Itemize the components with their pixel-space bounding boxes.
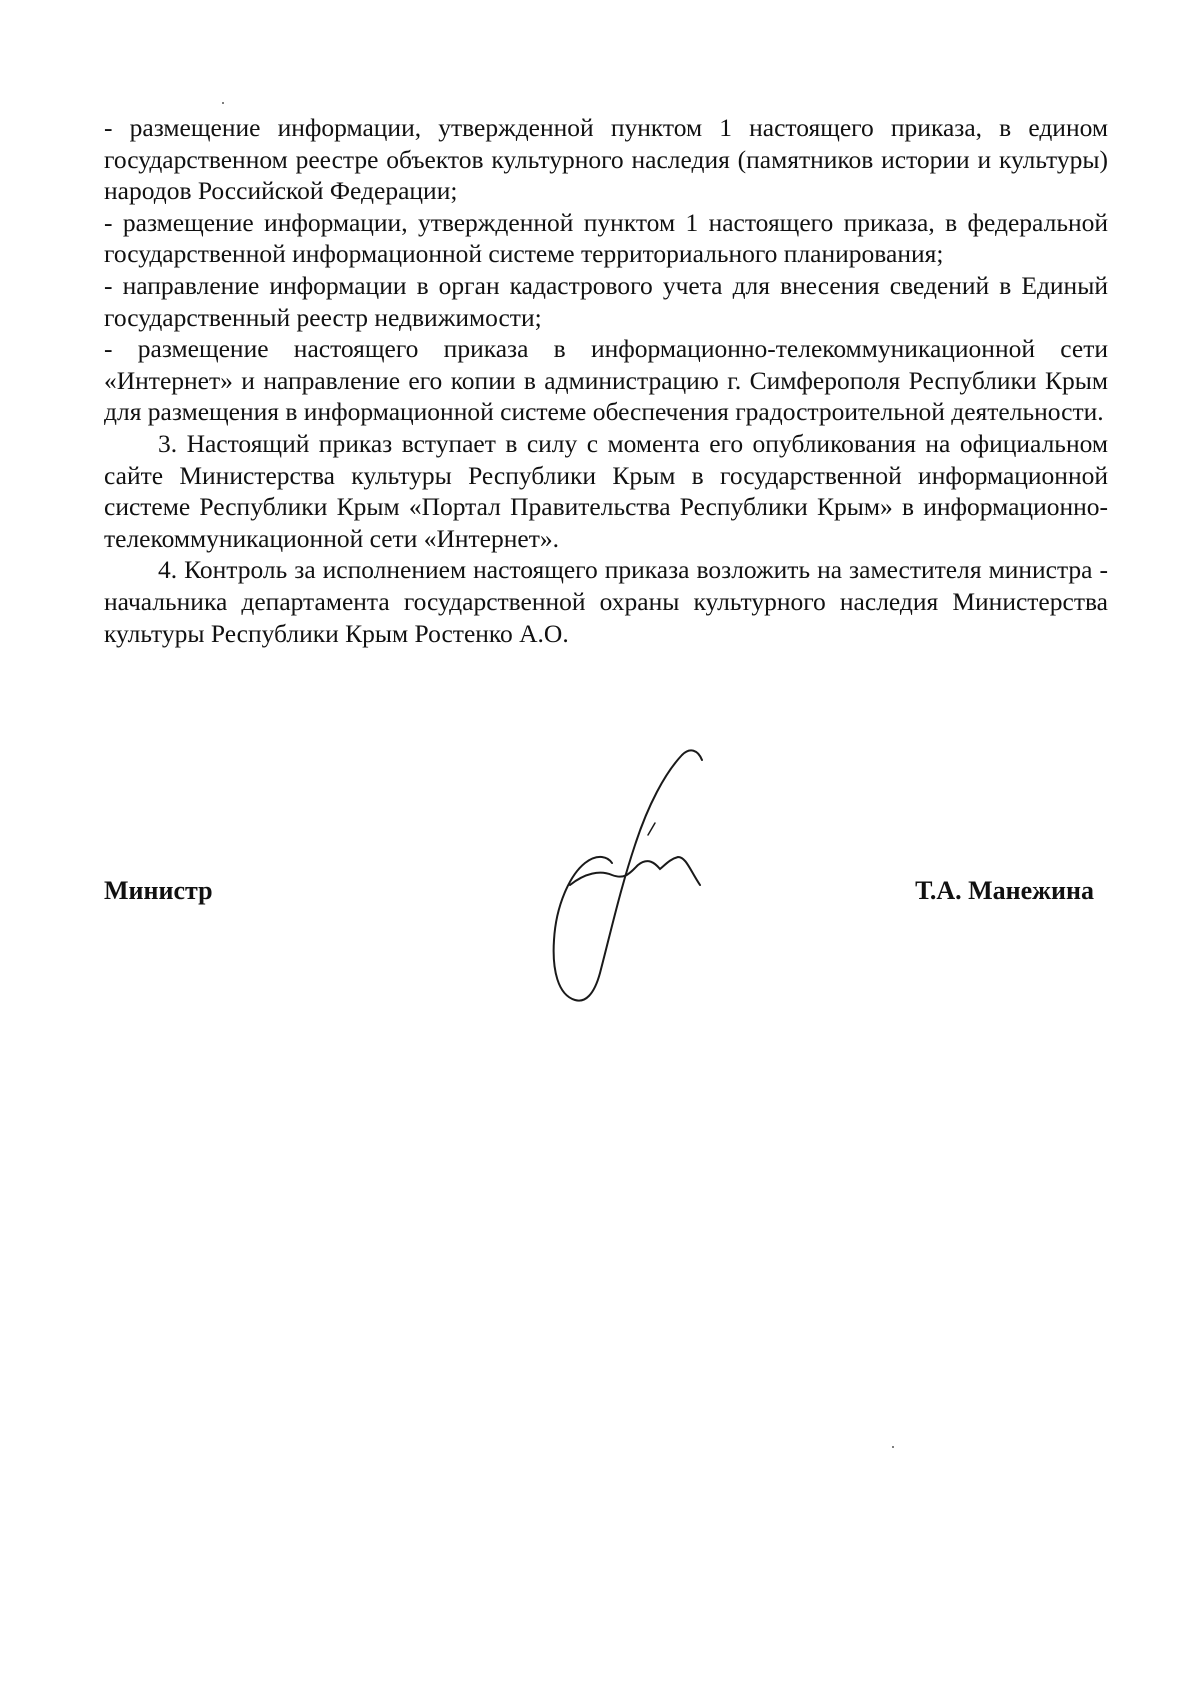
signatory-title: Министр — [104, 876, 213, 905]
clause-3: 3. Настоящий приказ вступает в силу с момента его опубликования на официальном сайте Министерства культуры Республики Крым в государственной информационной системе Республики Крым «Портал Правительства Республики Крым» в информационно-телекоммуникационной сети «Интернет». — [104, 428, 1108, 553]
document-body — [104, 112, 1108, 649]
scan-speck — [892, 1446, 894, 1448]
list-item: - размещение настоящего приказа в информационно-телекоммуникационной сети «Интернет» и направление его копии в администрацию г. Симферополя Республики Крым для размещения в информационной системе обеспечения градостроительной деятельности. — [104, 334, 1108, 427]
list-item: - размещение информации, утвержденной пунктом 1 настоящего приказа, в едином государственном реестре объектов культурного наследия (памятников истории и культуры) народов Российской Федерации; — [104, 113, 1108, 206]
signatory-name: Т.А. Манежина — [915, 876, 1094, 905]
signature-block — [104, 875, 1094, 915]
list-item: - размещение информации, утвержденной пунктом 1 настоящего приказа, в федеральной государственной информационной системе территориального планирования; — [104, 207, 1108, 269]
scan-speck — [222, 102, 224, 104]
clause-4: 4. Контроль за исполнением настоящего приказа возложить на заместителя министра - начальника департамента государственной охраны культурного наследия Министерства культуры Республики Крым Ростенко А.О. — [104, 555, 1108, 648]
list-item: - направление информации в орган кадастрового учета для внесения сведений в Единый государственный реестр недвижимости; — [104, 270, 1108, 332]
